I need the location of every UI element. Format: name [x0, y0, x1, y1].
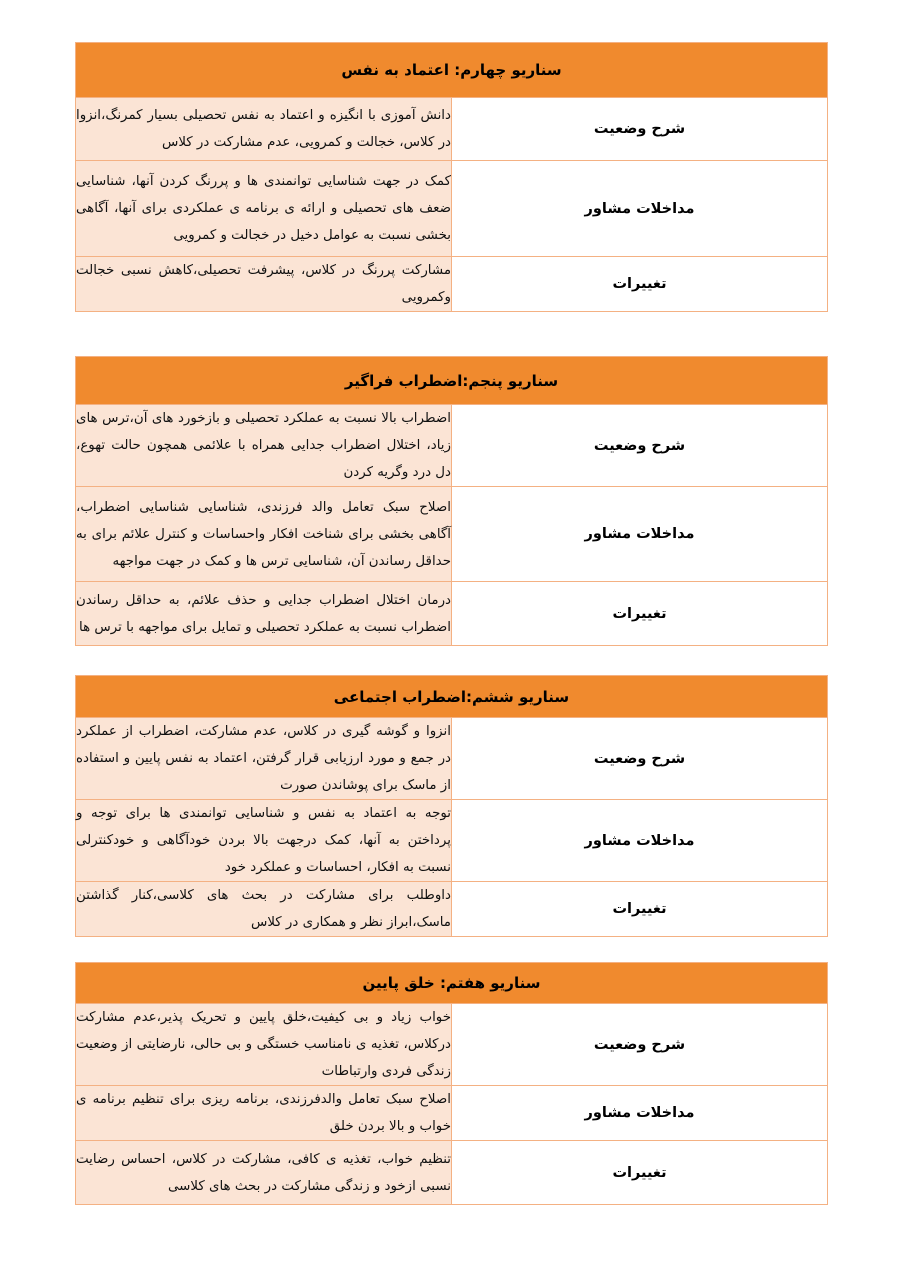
row-text-description: انزوا و گوشه گیری در کلاس، عدم مشارکت، اضطراب از عملکرد در جمع و مورد ارزیابی قرار گرفتن، اعتماد به نفس پایین و استفاده از ماسک برای پوشاندن صورت — [76, 718, 452, 800]
row-text-changes: تنظیم خواب، تغذیه ی کافی، مشارکت در کلاس، احساس رضایت نسبی ازخود و زندگی مشارکت در بحث های کلاسی — [76, 1141, 452, 1205]
row-label-description: شرح وضعیت — [452, 718, 828, 800]
row-label-description: شرح وضعیت — [452, 1004, 828, 1086]
row-label-interventions: مداخلات مشاور — [452, 800, 828, 882]
row-label-description: شرح وضعیت — [452, 405, 828, 487]
scenario-title: سناریو چهارم: اعتماد به نفس — [76, 43, 828, 98]
row-text-changes: درمان اختلال اضطراب جدایی و حذف علائم، به حداقل رساندن اضطراب نسبت به عملکرد تحصیلی و تمایل برای مواجهه با ترس ها — [76, 582, 452, 646]
row-text-description: اضطراب بالا نسبت به عملکرد تحصیلی و بازخورد های آن،ترس های زیاد، اختلال اضطراب جدایی همراه با علائمی همچون حالت تهوع، دل درد وگریه کردن — [76, 405, 452, 487]
scenario-table-4 — [75, 42, 828, 312]
scenario-title: سناریو هفتم: خلق پایین — [76, 963, 828, 1004]
row-label-interventions: مداخلات مشاور — [452, 1086, 828, 1141]
row-text-interventions: توجه به اعتماد به نفس و شناسایی توانمندی ها برای توجه و پرداختن به آنها، کمک درجهت بالا بردن خودآگاهی و خودکنترلی نسبت به افکار، احساسات و عملکرد خود — [76, 800, 452, 882]
row-label-changes: تغییرات — [452, 1141, 828, 1205]
row-text-changes: داوطلب برای مشارکت در بحث های کلاسی،کنار گذاشتن ماسک،ابراز نظر و همکاری در کلاس — [76, 882, 452, 937]
row-text-interventions: کمک در جهت شناسایی توانمندی ها و پررنگ کردن آنها، شناسایی ضعف های تحصیلی و ارائه ی برنامه ی عملکردی برای آنها، آگاهی بخشی نسبت به عوامل دخیل در خجالت و کمرویی — [76, 161, 452, 257]
row-label-changes: تغییرات — [452, 582, 828, 646]
scenario-table-5 — [75, 356, 828, 646]
scenario-title: سناریو پنجم:اضطراب فراگیر — [76, 357, 828, 405]
row-label-changes: تغییرات — [452, 882, 828, 937]
row-text-interventions: اصلاح سبک تعامل والد فرزندی، شناسایی شناسایی اضطراب، آگاهی بخشی برای شناخت افکار واحساسات و کنترل علائم برای به حداقل رساندن آن، شناسایی ترس ها و کمک در جهت مواجهه — [76, 487, 452, 582]
row-text-description: دانش آموزی با انگیزه و اعتماد به نفس تحصیلی بسیار کمرنگ،انزوا در کلاس، خجالت و کمرویی، عدم مشارکت در کلاس — [76, 98, 452, 161]
scenario-table-7 — [75, 962, 828, 1205]
scenario-title: سناریو ششم:اضطراب اجتماعی — [76, 676, 828, 718]
row-label-interventions: مداخلات مشاور — [452, 487, 828, 582]
row-text-description: خواب زیاد و بی کیفیت،خلق پایین و تحریک پذیر،عدم مشارکت درکلاس، تغذیه ی نامناسب خستگی و بی حالی، نارضایتی از وضعیت زندگی فردی وارتباطات — [76, 1004, 452, 1086]
scenario-table-6 — [75, 675, 828, 937]
row-text-changes: مشارکت پررنگ در کلاس، پیشرفت تحصیلی،کاهش نسبی خجالت وکمرویی — [76, 257, 452, 312]
row-label-interventions: مداخلات مشاور — [452, 161, 828, 257]
row-text-interventions: اصلاح سبک تعامل والدفرزندی، برنامه ریزی برای تنظیم برنامه ی خواب و بالا بردن خلق — [76, 1086, 452, 1141]
row-label-changes: تغییرات — [452, 257, 828, 312]
row-label-description: شرح وضعیت — [452, 98, 828, 161]
